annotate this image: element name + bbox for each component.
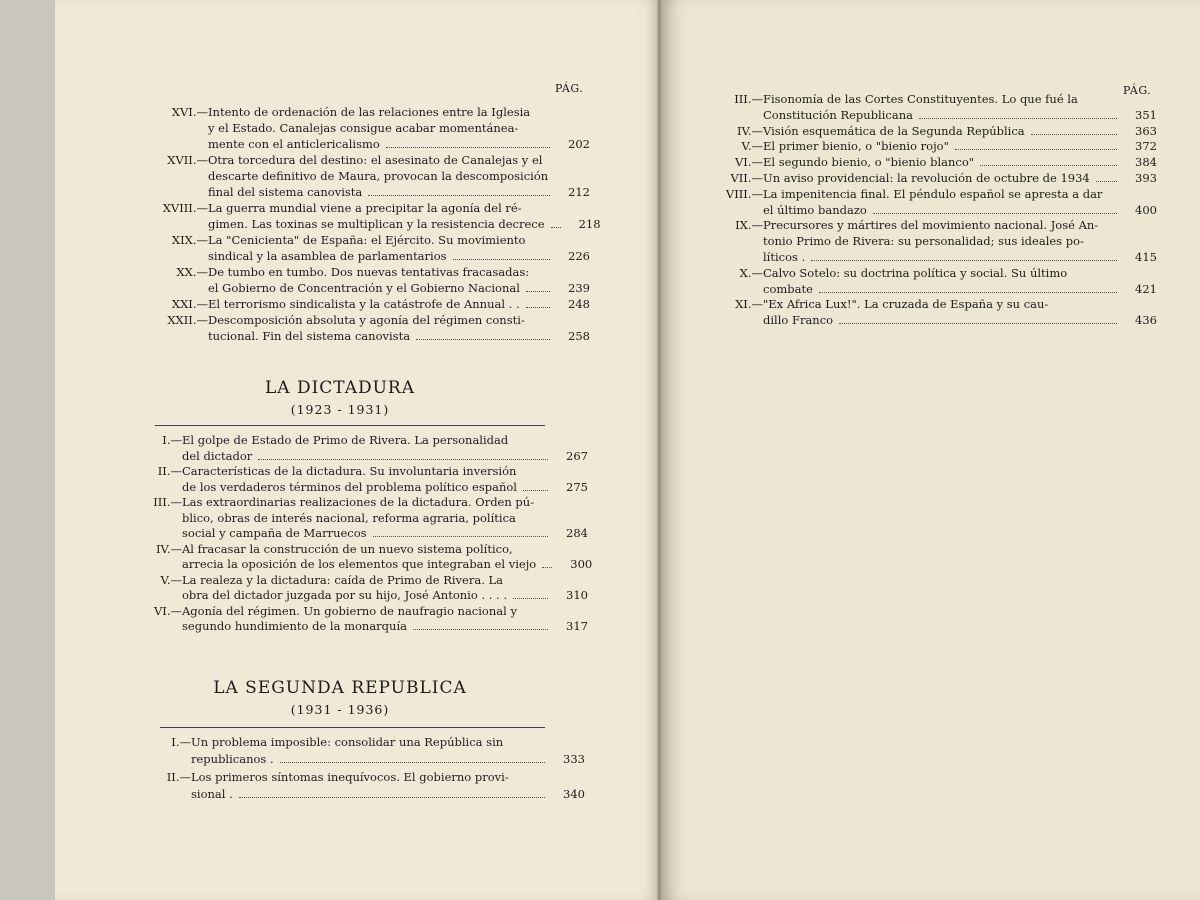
chapter-number: IV.— bbox=[156, 541, 182, 556]
chapter-number: VI.— bbox=[153, 603, 182, 618]
section-title-republica: LA SEGUNDA REPUBLICA bbox=[213, 678, 467, 698]
page-number: 212 bbox=[568, 185, 590, 199]
chapter-title-line: del dictador bbox=[182, 448, 253, 463]
left-c-entry bbox=[145, 734, 585, 768]
left-b-entry bbox=[140, 495, 588, 542]
chapter-title-line: Al fracasar la construcción de un nuevo sistema político, bbox=[182, 541, 513, 556]
chapter-number: XXI.— bbox=[171, 297, 208, 311]
chapter-title-line: combate bbox=[763, 281, 813, 296]
section-title-dictadura: LA DICTADURA bbox=[264, 378, 416, 398]
left-a-entry bbox=[150, 264, 590, 296]
chapter-title-line: Intento de ordenación de las relaciones entre la Iglesia bbox=[208, 105, 531, 119]
chapter-number: X.— bbox=[739, 265, 763, 280]
dot-leader bbox=[955, 149, 1117, 150]
chapter-title-line: social y campaña de Marruecos bbox=[182, 526, 367, 540]
page-number: 393 bbox=[1135, 171, 1157, 185]
chapter-number: I.— bbox=[171, 735, 191, 749]
page-number: 384 bbox=[1135, 155, 1157, 170]
chapter-title-line: El segundo bienio, o "bienio blanco" bbox=[763, 155, 975, 170]
page-number: 421 bbox=[1135, 281, 1157, 296]
chapter-title-line: La guerra mundial viene a precipitar la agonía del ré- bbox=[208, 201, 522, 215]
chapter-title-line: blico, obras de interés nacional, reforma agraria, política bbox=[182, 510, 516, 525]
chapter-title-line: El golpe de Estado de Primo de Rivera. La personalidad bbox=[182, 433, 509, 447]
pag-header-left: PÁG. bbox=[555, 82, 584, 95]
chapter-title-line: Los primeros síntomas inequívocos. El gobierno provi- bbox=[191, 770, 509, 784]
right-entry bbox=[705, 155, 1157, 171]
dot-leader bbox=[811, 260, 1117, 261]
page-number: 275 bbox=[566, 479, 588, 494]
page-number: 340 bbox=[563, 787, 585, 801]
page-number: 218 bbox=[578, 217, 601, 231]
chapter-number: V.— bbox=[741, 139, 763, 154]
dot-leader bbox=[839, 323, 1117, 324]
chapter-title-line: Fisonomía de las Cortes Constituyentes. Lo que fué la bbox=[763, 92, 1078, 106]
section-years-dictadura: (1923 - 1931) bbox=[290, 402, 390, 417]
dot-leader bbox=[416, 339, 550, 340]
chapter-number: IV.— bbox=[737, 123, 763, 138]
chapter-title-line: final del sistema canovista bbox=[208, 185, 363, 199]
left-b-entry bbox=[140, 464, 588, 495]
chapter-title-line: líticos . bbox=[763, 249, 806, 264]
left-a-entry bbox=[150, 104, 590, 152]
dot-leader bbox=[980, 165, 1117, 166]
chapter-number: V.— bbox=[160, 572, 182, 587]
left-a-entry bbox=[150, 200, 601, 232]
page-number: 258 bbox=[568, 329, 590, 343]
left-a-entry bbox=[150, 152, 590, 200]
right-entry bbox=[705, 266, 1157, 298]
chapter-number: XVIII.— bbox=[162, 201, 208, 215]
chapter-title-line: Descomposición absoluta y agonía del régimen consti- bbox=[208, 313, 525, 327]
page-number: 300 bbox=[570, 557, 593, 571]
section-years-republica: (1931 - 1936) bbox=[290, 702, 390, 717]
chapter-title-line: obra del dictador juzgada por su hijo, José Antonio . . . . bbox=[182, 588, 508, 602]
page-number: 239 bbox=[568, 281, 590, 295]
dot-leader bbox=[919, 118, 1117, 119]
chapter-title-line: Visión esquemática de la Segunda República bbox=[763, 123, 1025, 138]
dot-leader bbox=[513, 598, 548, 599]
chapter-title-line: dillo Franco bbox=[763, 313, 834, 328]
page-number: 333 bbox=[563, 752, 585, 766]
chapter-number: XIX.— bbox=[171, 233, 208, 247]
chapter-number: XVI.— bbox=[171, 105, 208, 119]
chapter-title-line: tonio Primo de Rivera: su personalidad; sus ideales po- bbox=[763, 234, 1084, 249]
chapter-title-line: Un aviso providencial: la revolución de octubre de 1934 bbox=[763, 171, 1090, 185]
chapter-number: II.— bbox=[157, 464, 182, 478]
chapter-number: IX.— bbox=[735, 218, 763, 233]
dot-leader bbox=[526, 291, 550, 292]
dot-leader bbox=[386, 147, 550, 148]
page-number: 310 bbox=[566, 588, 588, 602]
right-entry bbox=[705, 124, 1157, 140]
chapter-title-line: segundo hundimiento de la monarquía bbox=[182, 619, 407, 633]
chapter-title-line: La impenitencia final. El péndulo español se apresta a dar bbox=[763, 186, 1103, 201]
chapter-title-line: Características de la dictadura. Su involuntaria inversión bbox=[182, 464, 517, 478]
left-a-entry bbox=[150, 312, 590, 344]
chapter-title-line: gimen. Las toxinas se multiplican y la resistencia decrece bbox=[208, 217, 545, 231]
left-b-entry bbox=[140, 604, 588, 635]
page-number: 363 bbox=[1135, 123, 1157, 138]
chapter-title-line: arrecia la oposición de los elementos que integraban el viejo bbox=[182, 557, 537, 571]
dot-leader bbox=[873, 213, 1117, 214]
chapter-number: III.— bbox=[153, 495, 182, 509]
chapter-title-line: Precursores y mártires del movimiento nacional. José An- bbox=[763, 218, 1099, 233]
chapter-title-line: el último bandazo bbox=[763, 202, 867, 217]
chapter-title-line: y el Estado. Canalejas consigue acabar momentánea- bbox=[208, 121, 519, 135]
chapter-number: VII.— bbox=[730, 171, 763, 185]
left-b-entry bbox=[140, 541, 593, 573]
chapter-title-line: "Ex Africa Lux!". La cruzada de España y su cau- bbox=[763, 297, 1049, 312]
chapter-title-line: sional . bbox=[191, 787, 233, 801]
chapter-title-line: el Gobierno de Concentración y el Gobierno Nacional bbox=[208, 281, 520, 295]
chapter-title-line: La realeza y la dictadura: caída de Primo de Rivera. La bbox=[182, 572, 504, 587]
chapter-title-line: La "Cenicienta" de España: el Ejército. Su movimiento bbox=[208, 233, 526, 247]
page-number: 226 bbox=[568, 249, 590, 263]
page-number: 351 bbox=[1135, 107, 1157, 122]
chapter-title-line: tucional. Fin del sistema canovista bbox=[208, 329, 411, 343]
chapter-title-line: Constitución Republicana bbox=[763, 107, 913, 122]
chapter-number: I.— bbox=[162, 433, 182, 447]
page-number: 317 bbox=[566, 619, 588, 633]
chapter-title-line: De tumbo en tumbo. Dos nuevas tentativas fracasadas: bbox=[208, 265, 530, 279]
page-number: 248 bbox=[568, 297, 590, 311]
page-number: 202 bbox=[568, 137, 590, 151]
chapter-number: VI.— bbox=[734, 155, 763, 170]
chapter-number: II.— bbox=[166, 770, 191, 784]
chapter-number: XVII.— bbox=[167, 153, 208, 167]
chapter-number: III.— bbox=[734, 92, 763, 106]
dot-leader bbox=[239, 797, 545, 798]
chapter-number: XX.— bbox=[176, 265, 208, 279]
dot-leader bbox=[413, 629, 548, 630]
left-a-entry bbox=[150, 232, 590, 264]
chapter-title-line: El terrorismo sindicalista y la catástrofe de Annual . . bbox=[208, 297, 520, 311]
dot-leader bbox=[819, 292, 1117, 293]
chapter-title-line: Agonía del régimen. Un gobierno de naufragio nacional y bbox=[182, 603, 517, 618]
right-entry bbox=[705, 171, 1157, 187]
left-b-entry bbox=[140, 433, 588, 464]
right-entry bbox=[705, 297, 1157, 329]
page-number: 267 bbox=[566, 448, 588, 463]
left-b-entry bbox=[140, 573, 588, 604]
dot-leader bbox=[1031, 134, 1117, 135]
page-number: 284 bbox=[566, 526, 588, 540]
page-number: 436 bbox=[1135, 313, 1157, 328]
chapter-title-line: de los verdaderos términos del problema político español bbox=[182, 479, 517, 494]
dot-leader bbox=[1096, 181, 1117, 182]
dot-leader bbox=[526, 307, 550, 308]
dot-leader bbox=[373, 536, 548, 537]
chapter-title-line: El primer bienio, o "bienio rojo" bbox=[763, 139, 949, 154]
section-rule-dictadura bbox=[155, 425, 545, 426]
left-c-entry bbox=[145, 769, 585, 803]
right-entry bbox=[705, 218, 1157, 265]
pag-header-right: PÁG. bbox=[1123, 84, 1152, 97]
dot-leader bbox=[523, 490, 548, 491]
chapter-title-line: mente con el anticlericalismo bbox=[208, 137, 380, 151]
page-number: 400 bbox=[1135, 202, 1157, 217]
page-number: 372 bbox=[1135, 139, 1157, 154]
right-entry bbox=[705, 187, 1157, 219]
chapter-number: VIII.— bbox=[725, 186, 763, 201]
chapter-number: XI.— bbox=[735, 297, 763, 312]
dot-leader bbox=[551, 227, 561, 228]
dot-leader bbox=[453, 259, 550, 260]
section-rule-republica bbox=[160, 727, 545, 728]
chapter-title-line: Otra torcedura del destino: el asesinato de Canalejas y el bbox=[208, 153, 543, 167]
page-number: 415 bbox=[1135, 249, 1157, 264]
chapter-title-line: Las extraordinarias realizaciones de la dictadura. Orden pú- bbox=[182, 495, 535, 509]
dot-leader bbox=[280, 762, 545, 763]
chapter-title-line: republicanos . bbox=[191, 752, 274, 766]
left-a-entry bbox=[150, 296, 590, 312]
dot-leader bbox=[542, 567, 552, 568]
dot-leader bbox=[258, 459, 548, 460]
chapter-title-line: sindical y la asamblea de parlamentarios bbox=[208, 249, 447, 263]
chapter-title-line: Calvo Sotelo: su doctrina política y social. Su último bbox=[763, 265, 1068, 280]
right-entry bbox=[705, 92, 1157, 124]
chapter-title-line: Un problema imposible: consolidar una República sin bbox=[191, 735, 504, 749]
book-gutter bbox=[657, 0, 662, 900]
chapter-title-line: descarte definitivo de Maura, provocan la descomposición bbox=[208, 169, 549, 183]
dot-leader bbox=[368, 195, 550, 196]
chapter-number: XXII.— bbox=[167, 313, 208, 327]
right-entry bbox=[705, 139, 1157, 155]
